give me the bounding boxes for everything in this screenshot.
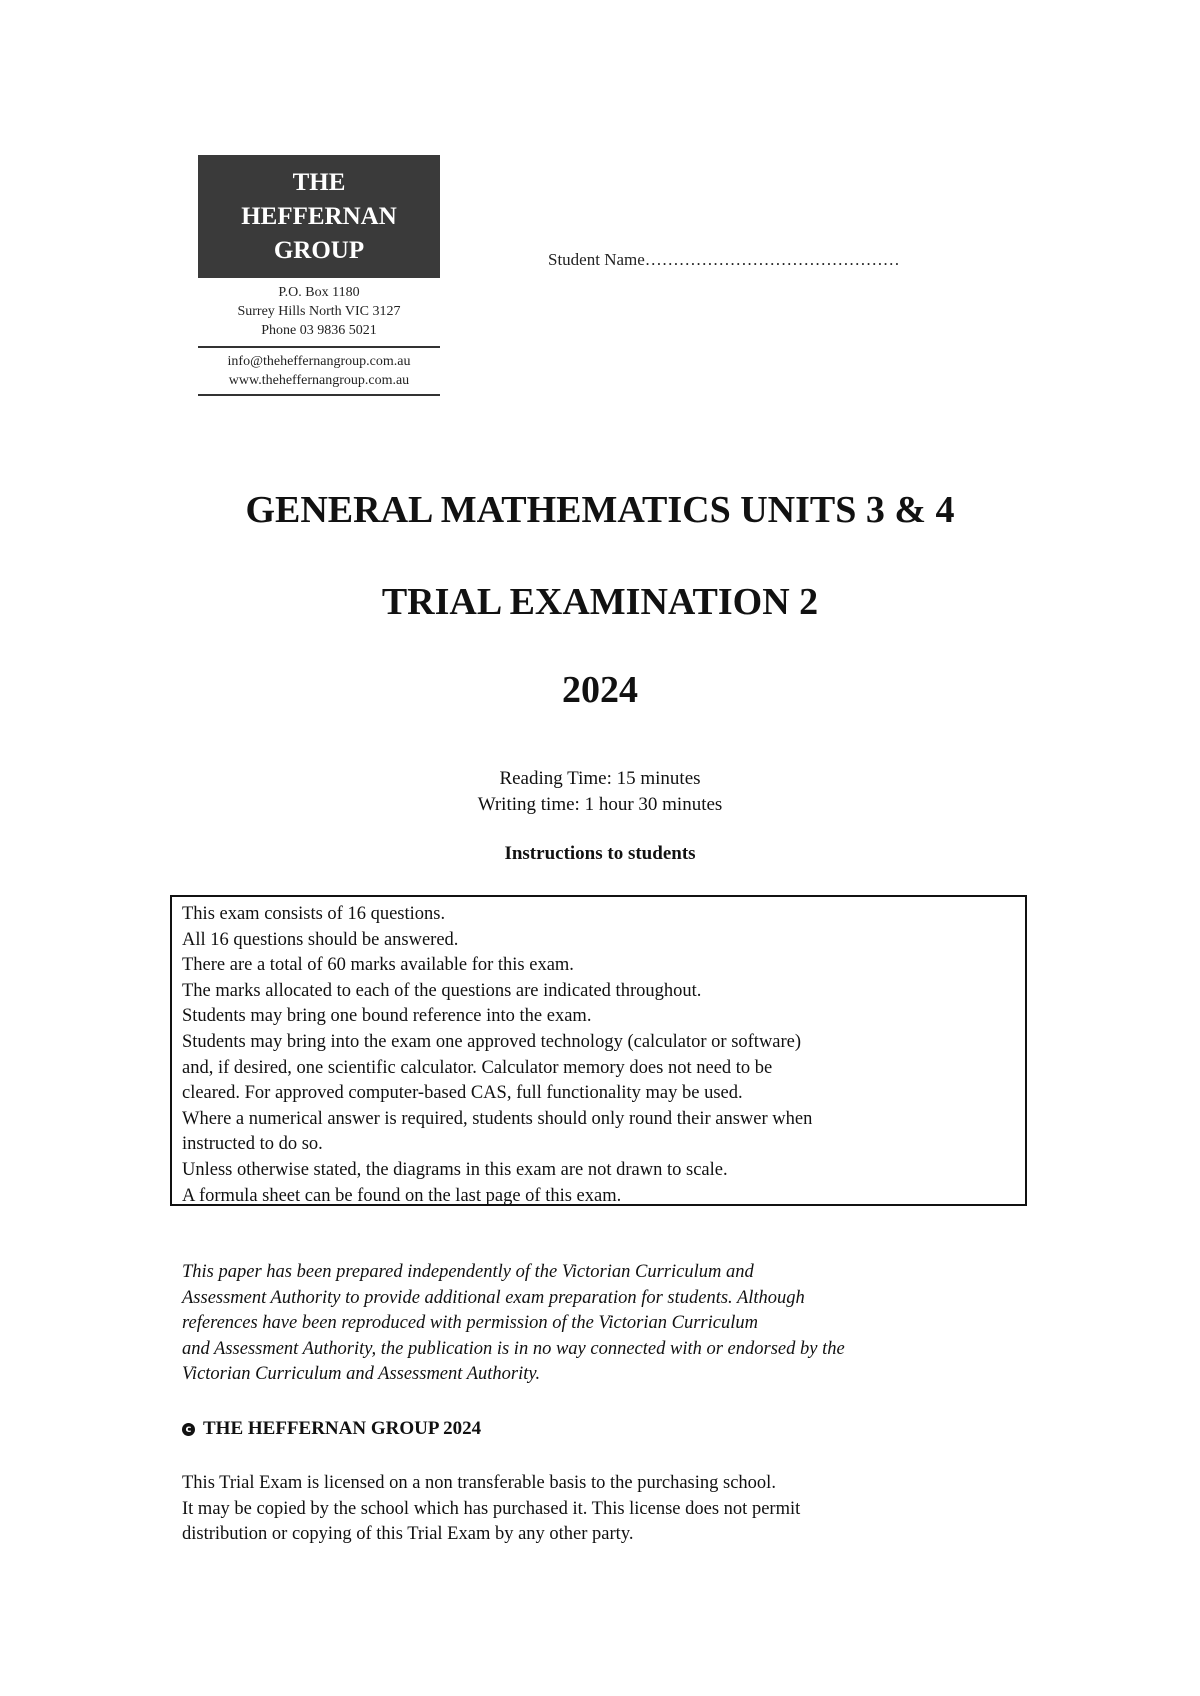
phone-number: Phone 03 9836 5021 xyxy=(261,323,377,338)
logo-line-1: THE xyxy=(292,168,346,196)
instruction-line: Students may bring into the exam one approved technology (calculator or software) xyxy=(182,1031,802,1052)
instruction-line: instructed to do so. xyxy=(182,1134,323,1155)
copyright-text: THE HEFFERNAN GROUP 2024 xyxy=(203,1418,482,1439)
disclaimer-line: references have been reproduced with permission of the Victorian Curriculum xyxy=(182,1313,758,1334)
subject-title: GENERAL MATHEMATICS UNITS 3 & 4 xyxy=(245,489,955,531)
license-line: distribution or copying of this Trial Exam by any other party. xyxy=(182,1524,634,1545)
disclaimer-line: This paper has been prepared independently of the Victorian Curriculum and xyxy=(182,1262,754,1282)
email-address: info@theheffernangroup.com.au xyxy=(227,354,411,369)
license-line: This Trial Exam is licensed on a non transferable basis to the purchasing school. xyxy=(182,1473,776,1493)
instruction-line: cleared. For approved computer-based CAS, full functionality may be used. xyxy=(182,1083,743,1104)
reading-time: Reading Time: 15 minutes xyxy=(499,768,701,789)
instruction-line: A formula sheet can be found on the last page of this exam. xyxy=(182,1185,622,1206)
exam-year: 2024 xyxy=(562,669,638,711)
copyright-icon: c xyxy=(182,1423,195,1436)
logo-box xyxy=(198,155,440,278)
instruction-line: Unless otherwise stated, the diagrams in this exam are not drawn to scale. xyxy=(182,1159,728,1180)
publisher-logo xyxy=(198,155,440,396)
logo-divider xyxy=(198,346,440,348)
publisher-address xyxy=(198,283,440,340)
disclaimer-paragraph xyxy=(182,1260,1022,1388)
student-name-field: Student Name……………………………………… xyxy=(548,250,900,269)
instruction-line: This exam consists of 16 questions. xyxy=(182,904,446,924)
logo-line-3: GROUP xyxy=(273,236,365,264)
disclaimer-line: Victorian Curriculum and Assessment Authority. xyxy=(182,1364,541,1385)
address-line-2: Surrey Hills North VIC 3127 xyxy=(237,304,401,319)
exam-timing xyxy=(0,766,1200,818)
logo-bottom-divider xyxy=(198,394,440,396)
instruction-line: There are a total of 60 marks available for this exam. xyxy=(182,955,574,976)
writing-time: Writing time: 1 hour 30 minutes xyxy=(477,794,723,815)
logo-line-2: HEFFERNAN xyxy=(241,202,397,230)
instruction-line: and, if desired, one scientific calculator. Calculator memory does not need to be xyxy=(182,1057,773,1078)
publisher-contact xyxy=(198,352,440,390)
disclaimer-line: and Assessment Authority, the publication is in no way connected with or endorsed by the xyxy=(182,1338,845,1359)
instructions-heading: Instructions to students xyxy=(504,843,696,864)
copyright-notice xyxy=(182,1418,481,1440)
instruction-line: Students may bring one bound reference into the exam. xyxy=(182,1006,592,1027)
instruction-line: Where a numerical answer is required, students should only round their answer when xyxy=(182,1108,813,1129)
instructions-box xyxy=(170,895,1027,1206)
license-line: It may be copied by the school which has purchased it. This license does not permit xyxy=(182,1498,801,1519)
address-line-1: P.O. Box 1180 xyxy=(278,285,360,300)
disclaimer-line: Assessment Authority to provide additional exam preparation for students. Although xyxy=(182,1287,805,1308)
instruction-line: All 16 questions should be answered. xyxy=(182,929,459,950)
license-paragraph xyxy=(182,1471,1022,1548)
instruction-line: The marks allocated to each of the questions are indicated throughout. xyxy=(182,980,702,1001)
exam-title: TRIAL EXAMINATION 2 xyxy=(381,581,819,623)
website-address: www.theheffernangroup.com.au xyxy=(228,373,410,388)
